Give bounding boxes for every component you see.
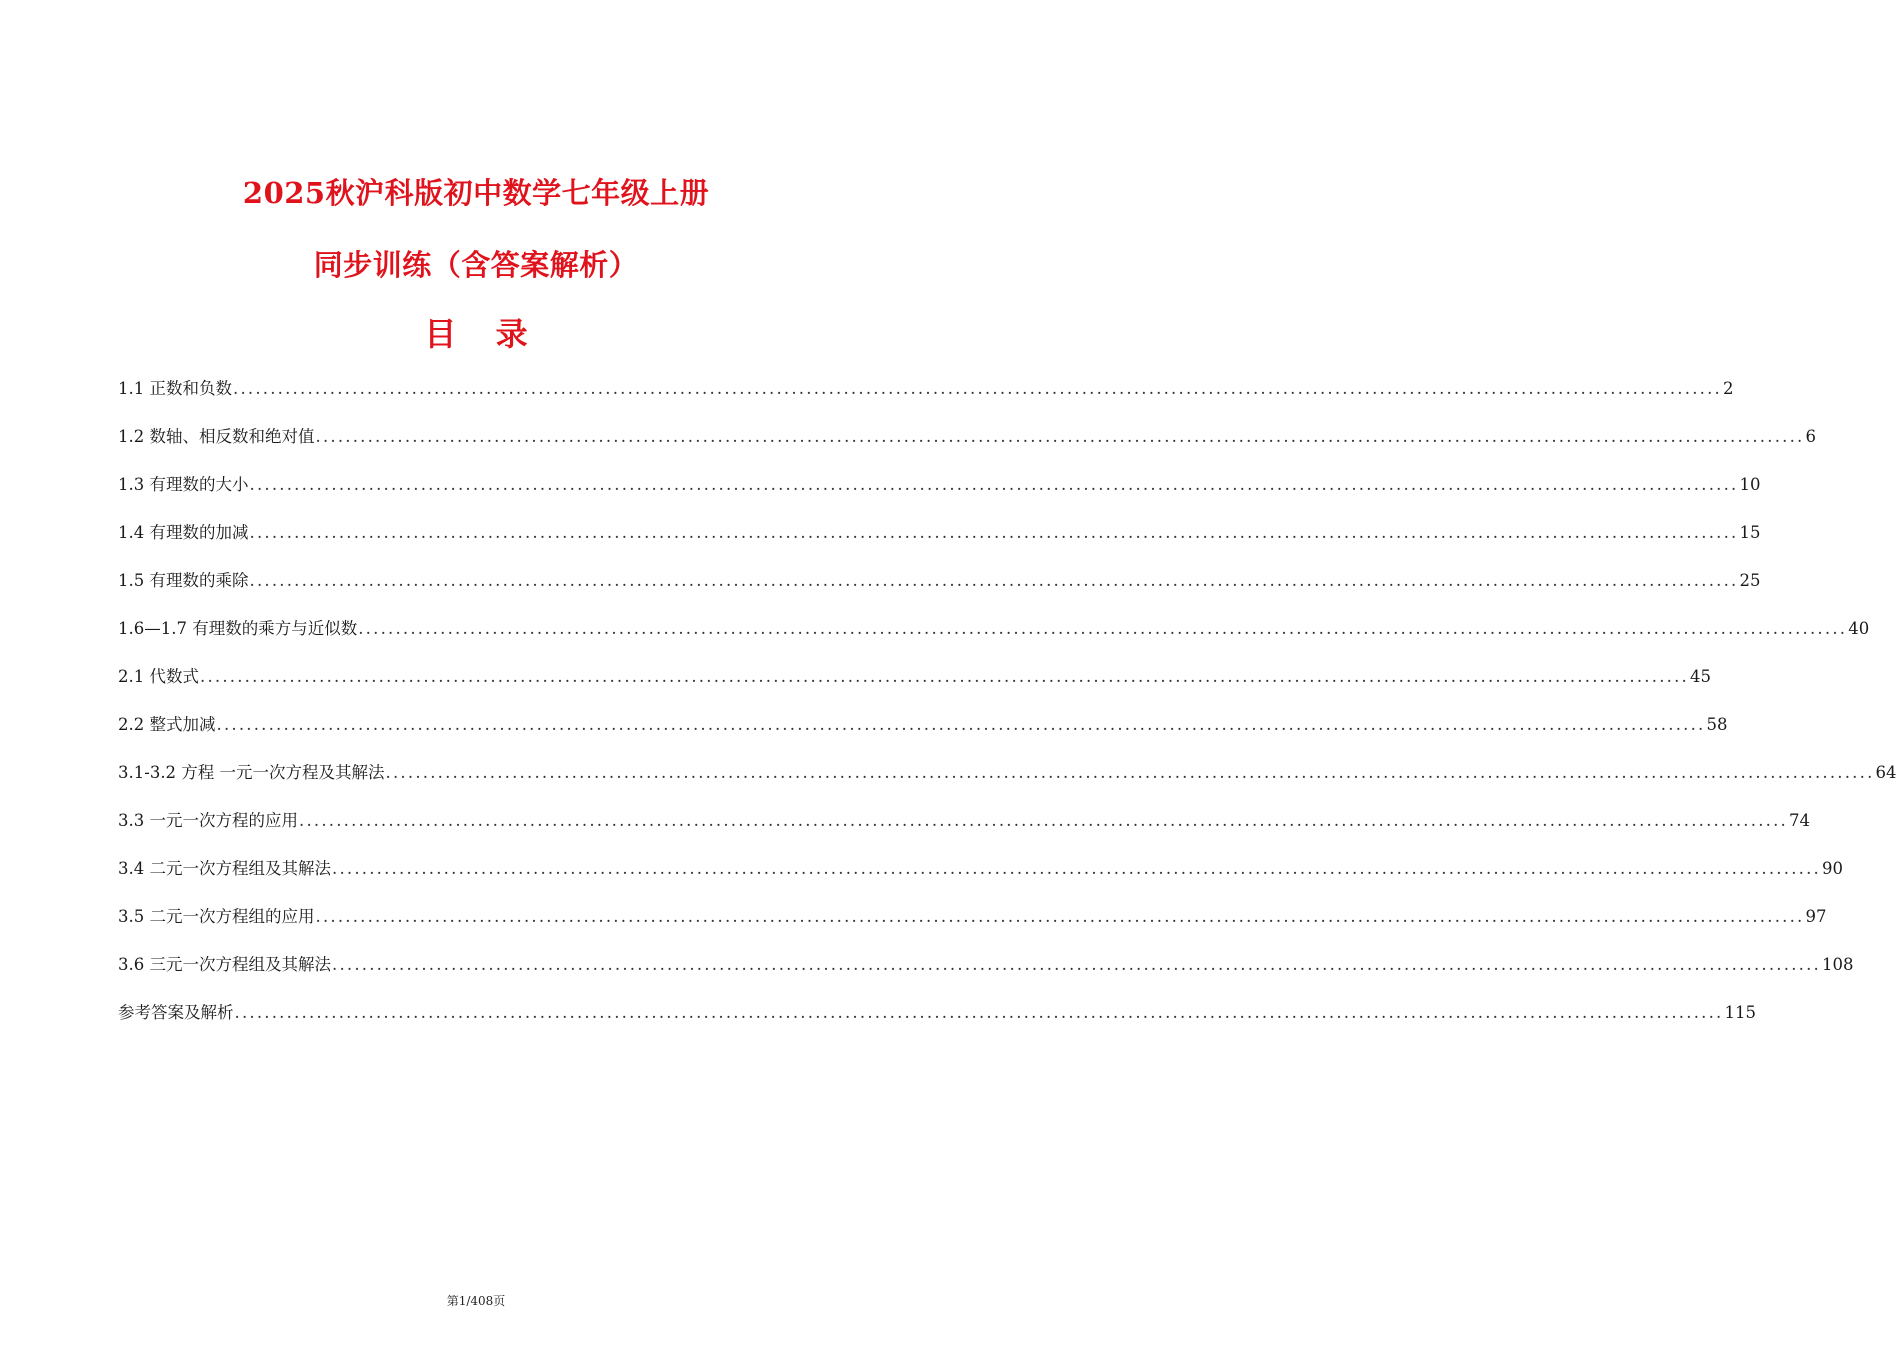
toc-entry[interactable] — [118, 658, 1711, 706]
toc-entry-label: 1.5 有理数的乘除 — [118, 571, 249, 590]
toc-entry-page: 115 — [1724, 1003, 1756, 1022]
toc-entry-label: 1.6—1.7 有理数的乘方与近似数 — [118, 619, 358, 638]
toc-entry-page: 40 — [1848, 619, 1870, 638]
toc-entry-page: 6 — [1805, 427, 1816, 446]
page-footer-number: 第1/408页 — [446, 1294, 506, 1308]
toc-entry-label: 1.3 有理数的大小 — [118, 475, 249, 494]
toc-entry[interactable] — [118, 562, 1761, 610]
toc-dot-leader: ........................................................................................................................................................................................................ — [249, 571, 1739, 590]
toc-dot-leader: ........................................................................................................................................................................................................ — [233, 379, 1722, 398]
toc-entry[interactable] — [118, 466, 1761, 514]
toc-entry-label: 参考答案及解析 — [118, 1003, 234, 1022]
toc-entry-label: 3.6 三元一次方程组及其解法 — [118, 955, 331, 974]
toc-entry-label: 2.2 整式加减 — [118, 715, 216, 734]
toc-heading: 目 录 — [424, 315, 542, 353]
toc-entry-page: 45 — [1689, 667, 1711, 686]
toc-entry[interactable] — [118, 946, 1854, 994]
toc-entry-page: 108 — [1821, 955, 1854, 974]
toc-entry-page: 97 — [1805, 907, 1827, 926]
toc-entry-label: 1.2 数轴、相反数和绝对值 — [118, 427, 315, 446]
toc-entry-label: 2.1 代数式 — [118, 667, 199, 686]
toc-entry-page: 64 — [1875, 763, 1897, 782]
toc-entry-page: 74 — [1788, 811, 1810, 830]
toc-entry-label: 3.5 二元一次方程组的应用 — [118, 907, 315, 926]
toc-entry[interactable] — [118, 754, 1897, 802]
toc-dot-leader: ........................................................................................................................................................................................................ — [249, 475, 1739, 494]
toc-entry-label: 1.4 有理数的加减 — [118, 523, 249, 542]
toc-entry-page: 10 — [1739, 475, 1761, 494]
toc-entry[interactable] — [118, 610, 1870, 658]
toc-entry-label: 3.3 一元一次方程的应用 — [118, 811, 298, 830]
toc-entry[interactable] — [118, 514, 1761, 562]
toc-dot-leader: ........................................................................................................................................................................................................ — [200, 667, 1689, 686]
toc-dot-leader: ........................................................................................................................................................................................................ — [299, 811, 1788, 830]
toc-dot-leader: ........................................................................................................................................................................................................ — [216, 715, 1706, 734]
toc-entry-label: 1.1 正数和负数 — [118, 379, 232, 398]
table-of-contents — [118, 370, 1897, 1042]
toc-entry[interactable] — [118, 370, 1734, 418]
toc-entry[interactable] — [118, 706, 1728, 754]
document-title-line-2: 同步训练（含答案解析） — [313, 248, 639, 282]
toc-dot-leader: ........................................................................................................................................................................................................ — [332, 955, 1821, 974]
toc-entry-page: 58 — [1706, 715, 1728, 734]
toc-entry[interactable] — [118, 850, 1843, 898]
toc-entry[interactable] — [118, 418, 1816, 466]
toc-dot-leader: ........................................................................................................................................................................................................ — [358, 619, 1848, 638]
toc-entry-page: 2 — [1722, 379, 1734, 398]
toc-entry[interactable] — [118, 898, 1827, 946]
toc-entry-label: 3.1-3.2 方程 一元一次方程及其解法 — [118, 763, 385, 782]
toc-dot-leader: ........................................................................................................................................................................................................ — [234, 1003, 1724, 1022]
toc-entry[interactable] — [118, 994, 1756, 1042]
toc-dot-leader: ........................................................................................................................................................................................................ — [332, 859, 1821, 878]
toc-entry-page: 15 — [1739, 523, 1761, 542]
toc-dot-leader: ........................................................................................................................................................................................................ — [249, 523, 1739, 542]
toc-dot-leader: ........................................................................................................................................................................................................ — [315, 427, 1805, 446]
toc-entry-page: 25 — [1739, 571, 1761, 590]
toc-entry-page: 90 — [1821, 859, 1843, 878]
document-title-line-1: 2025秋沪科版初中数学七年级上册 — [242, 176, 710, 210]
toc-entry-label: 3.4 二元一次方程组及其解法 — [118, 859, 331, 878]
toc-dot-leader: ........................................................................................................................................................................................................ — [315, 907, 1805, 926]
toc-entry[interactable] — [118, 802, 1810, 850]
toc-dot-leader: ........................................................................................................................................................................................................ — [385, 763, 1875, 782]
